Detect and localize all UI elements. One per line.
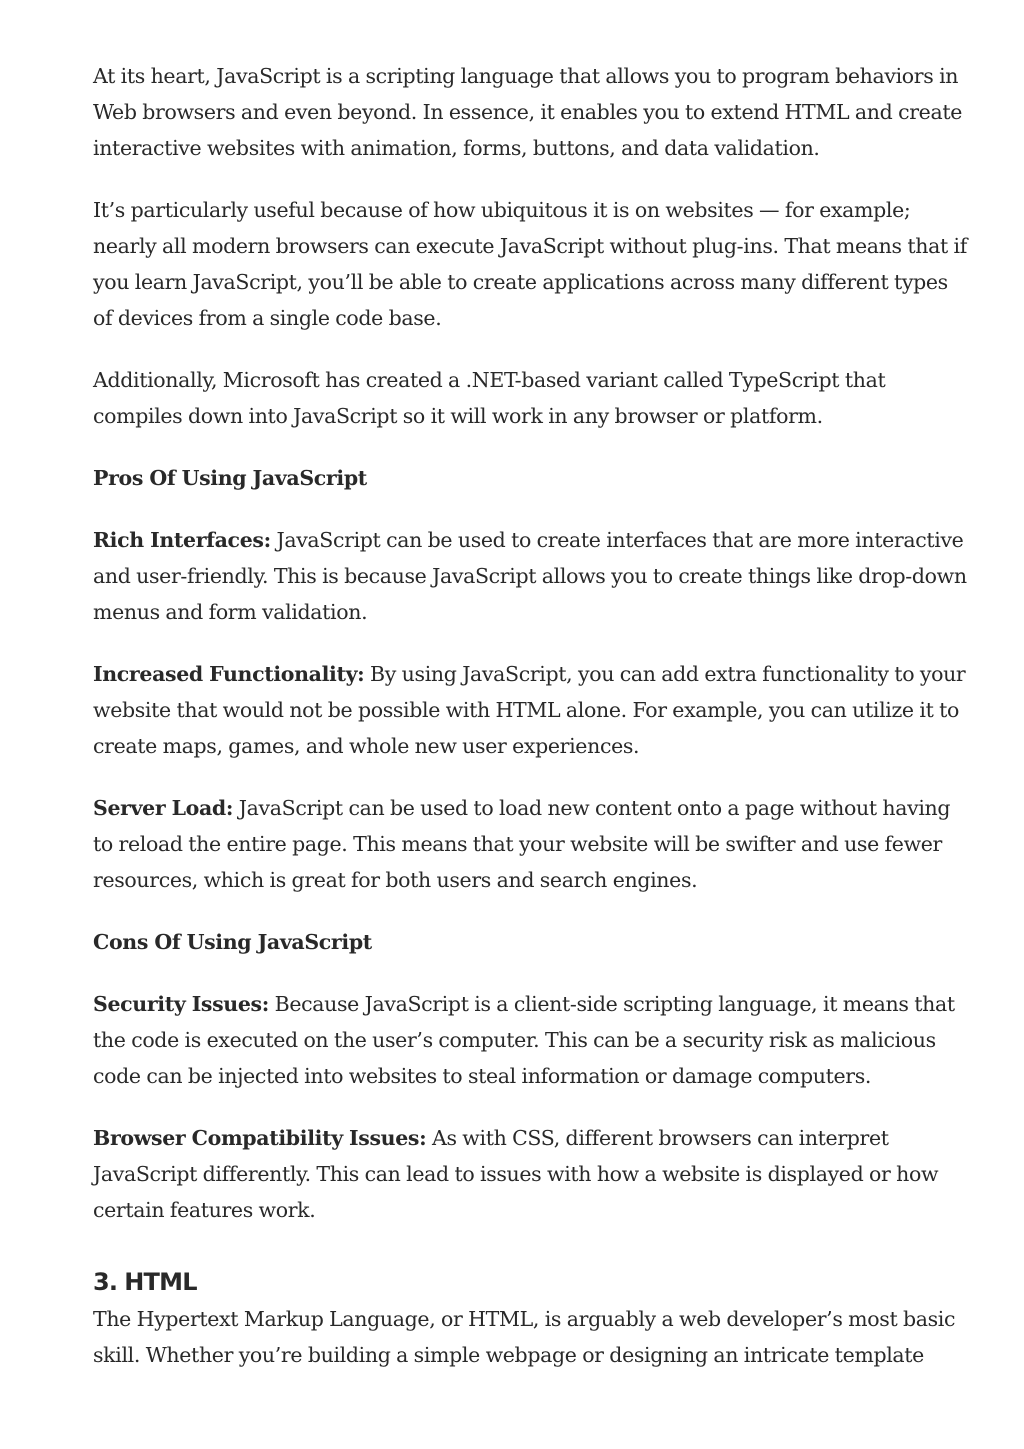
pros-item [93,656,968,764]
pros-item-term: Increased Functionality: [93,662,365,686]
section-html-paragraph: The Hypertext Markup Language, or HTML, is arguably a web developer’s most basic skill. Whether you’re building a simple webpage or designing an intricate template [93,1307,956,1367]
pros-item-text: JavaScript can be used to create interfaces that are more interactive and user-friendly. This is because JavaScript allows you to create things like drop-down menus and form validation. [93,528,967,624]
pros-item [93,790,968,898]
pros-item-term: Rich Interfaces: [93,528,271,552]
cons-item-text: As with CSS, different browsers can interpret JavaScript differently. This can lead to issues with how a website is displayed or how certain features work. [93,1126,939,1222]
pros-item-term: Server Load: [93,796,234,820]
cons-item-term: Browser Compatibility Issues: [93,1126,427,1150]
article-body [93,58,968,1399]
cons-item-text: Because JavaScript is a client-side scripting language, it means that the code is executed on the user’s computer. This can be a security risk as malicious code can be injected into websites to steal information or damage computers. [93,992,955,1088]
intro-paragraph: It’s particularly useful because of how ubiquitous it is on websites — for example; nearly all modern browsers can execute JavaScript without plug-ins. That means that if you learn JavaScript, you’ll be able to create applications across many different types of devices from a single code base. [93,198,967,330]
intro-paragraph: At its heart, JavaScript is a scripting language that allows you to program behaviors in Web browsers and even beyond. In essence, it enables you to extend HTML and create interactive websites with animation, forms, buttons, and data validation. [93,64,963,160]
pros-item-text: By using JavaScript, you can add extra functionality to your website that would not be possible with HTML alone. For example, you can utilize it to create maps, games, and whole new user experiences. [93,662,966,758]
cons-item [93,1120,968,1228]
cons-item-term: Security Issues: [93,992,269,1016]
cons-item [93,986,968,1094]
pros-heading: Pros Of Using JavaScript [93,466,367,490]
pros-item-text: JavaScript can be used to load new content onto a page without having to reload the entire page. This means that your website will be swifter and use fewer resources, which is great for both users and search engines. [93,796,951,892]
pros-item [93,522,968,630]
intro-paragraph: Additionally, Microsoft has created a .NET-based variant called TypeScript that compiles down into JavaScript so it will work in any browser or platform. [93,368,886,428]
section-heading-html: 3. HTML [93,1268,197,1296]
cons-heading: Cons Of Using JavaScript [93,930,372,954]
